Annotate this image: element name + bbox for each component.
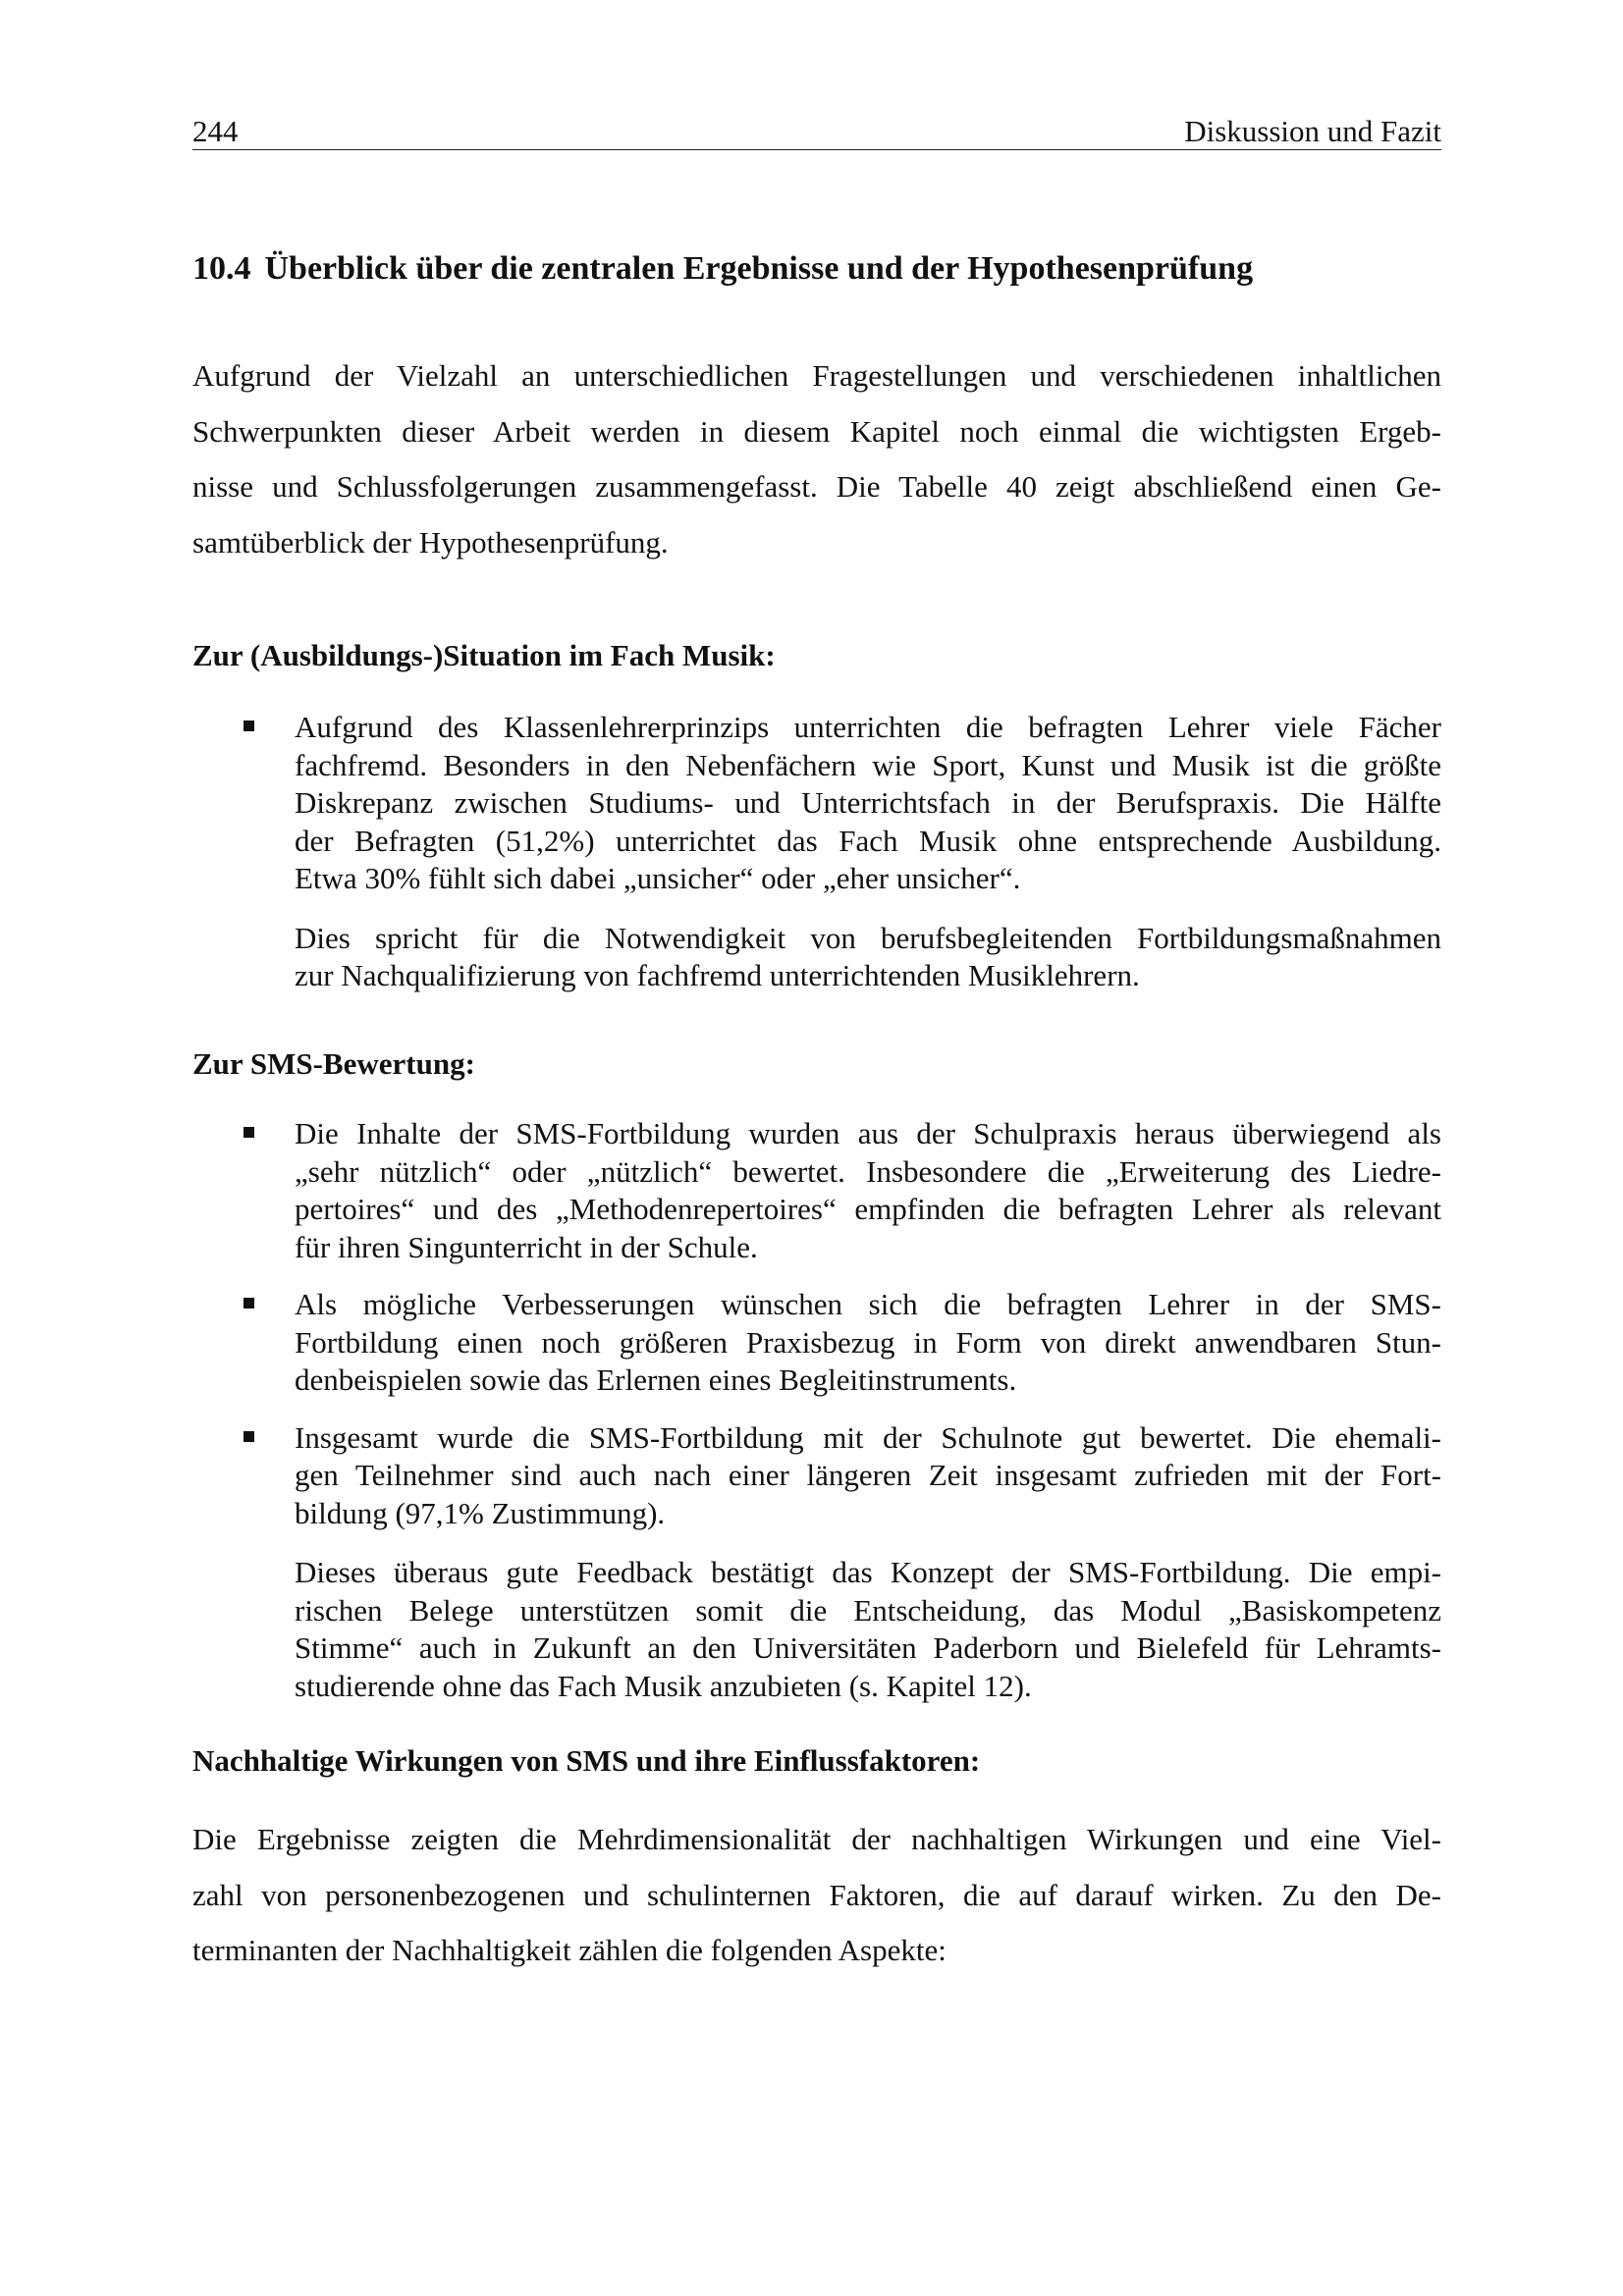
conclusion-line: Stimme“ auch in Zukunft an den Universitäten Paderborn und Bielefeld für Lehramts- — [295, 1630, 1441, 1665]
bullet-line: der Befragten (51,2%) unterrichtet das Fach Musik ohne entsprechende Ausbildung. — [295, 823, 1441, 858]
effects-heading: Nachhaltige Wirkungen von SMS und ihre Einflussfaktoren: — [192, 1743, 981, 1778]
conclusion-line: rischen Belege unterstützen somit die Entscheidung, das Modul „Basiskompetenz — [295, 1592, 1441, 1628]
list-item — [192, 1419, 1441, 1533]
bullet-line: für ihren Singunterricht in der Schule. — [295, 1229, 758, 1264]
intro-line: samtüberblick der Hypothesenprüfung. — [192, 524, 669, 560]
bullet-marker-icon — [243, 1431, 254, 1442]
conclusion-line: Dies spricht für die Notwendigkeit von berufsbegleitenden Fortbildungsmaßnahmen — [295, 920, 1441, 955]
bullet-line: Diskrepanz zwischen Studiums- und Unterrichtsfach in der Berufspraxis. Die Hälfte — [295, 785, 1441, 820]
bullet-line: Fortbildung einen noch größeren Praxisbezug in Form von direkt anwendbaren Stun- — [295, 1324, 1441, 1360]
situation-heading: Zur (Ausbildungs-)Situation im Fach Musik: — [192, 638, 776, 672]
list-item — [192, 709, 1441, 898]
effects-line: terminanten der Nachhaltigkeit zählen die folgenden Aspekte: — [192, 1933, 947, 1967]
bullet-marker-icon — [243, 1298, 254, 1308]
bullet-marker-icon — [243, 721, 254, 731]
bullet-line: pertoires“ und des „Methodenrepertoires“ empfinden die befragten Lehrer als relevant — [295, 1192, 1441, 1226]
section-heading — [192, 247, 1253, 291]
bullet-line: gen Teilnehmer sind auch nach einer längeren Zeit insgesamt zufrieden mit der Fort- — [295, 1458, 1441, 1492]
intro-line: Schwerpunkten dieser Arbeit werden in diesem Kapitel noch einmal die wichtigsten Ergeb- — [192, 413, 1441, 449]
conclusion-line: studierende ohne das Fach Musik anzubieten (s. Kapitel 12). — [295, 1668, 1032, 1703]
effects-line: zahl von personenbezogenen und schulinternen Faktoren, die auf darauf wirken. Zu den De- — [192, 1877, 1441, 1912]
bullet-line: denbeispielen sowie das Erlernen eines Begleitinstruments. — [295, 1362, 1017, 1397]
list-item — [192, 1115, 1441, 1266]
sms-heading: Zur SMS-Bewertung: — [192, 1046, 475, 1081]
bullet-line: Die Inhalte der SMS-Fortbildung wurden aus der Schulpraxis heraus überwiegend als — [295, 1116, 1441, 1150]
page-number: 244 — [192, 114, 239, 148]
bullet-line: Aufgrund des Klassenlehrerprinzips unterrichten die befragten Lehrer viele Fächer — [295, 710, 1441, 744]
bullet-line: Etwa 30% fühlt sich dabei „unsicher“ oder „eher unsicher“. — [295, 861, 1021, 895]
section-number: 10.4 — [192, 250, 251, 287]
bullet-line: Insgesamt wurde die SMS-Fortbildung mit der Schulnote gut bewertet. Die ehemali- — [295, 1419, 1441, 1455]
intro-line: Aufgrund der Vielzahl an unterschiedlichen Fragestellungen und verschiedenen inhaltlichen — [192, 358, 1441, 393]
conclusion-line: zur Nachqualifizierung von fachfremd unterrichtenden Musiklehrern. — [295, 958, 1140, 992]
bullet-line: Als mögliche Verbesserungen wünschen sich die befragten Lehrer in der SMS- — [295, 1287, 1441, 1321]
intro-paragraph — [192, 348, 1441, 570]
bullet-line: bildung (97,1% Zustimmung). — [295, 1495, 666, 1530]
situation-conclusion — [192, 920, 1441, 995]
intro-line: nisse und Schlussfolgerungen zusammengefasst. Die Tabelle 40 zeigt abschließend einen Ge- — [192, 469, 1441, 504]
bullet-marker-icon — [243, 1127, 254, 1138]
running-header — [192, 106, 1441, 150]
section-title: Überblick über die zentralen Ergebnisse und der Hypothesenprüfung — [264, 250, 1254, 287]
bullet-line: „sehr nützlich“ oder „nützlich“ bewertet. Insbesondere die „Erweiterung des Liedre- — [295, 1153, 1441, 1189]
document-page — [192, 0, 1441, 2296]
bullet-line: fachfremd. Besonders in den Nebenfächern wie Sport, Kunst und Musik ist die größte — [295, 747, 1441, 782]
running-title: Diskussion und Fazit — [1184, 114, 1441, 148]
list-item — [192, 1286, 1441, 1400]
situation-list — [192, 709, 1441, 995]
sms-conclusion — [192, 1554, 1441, 1705]
conclusion-line: Dieses überaus gute Feedback bestätigt das Konzept der SMS-Fortbildung. Die empi- — [295, 1555, 1441, 1589]
effects-line: Die Ergebnisse zeigten die Mehrdimensionalität der nachhaltigen Wirkungen und eine Viel- — [192, 1822, 1441, 1856]
effects-paragraph — [192, 1812, 1441, 1979]
sms-list — [192, 1115, 1441, 1705]
